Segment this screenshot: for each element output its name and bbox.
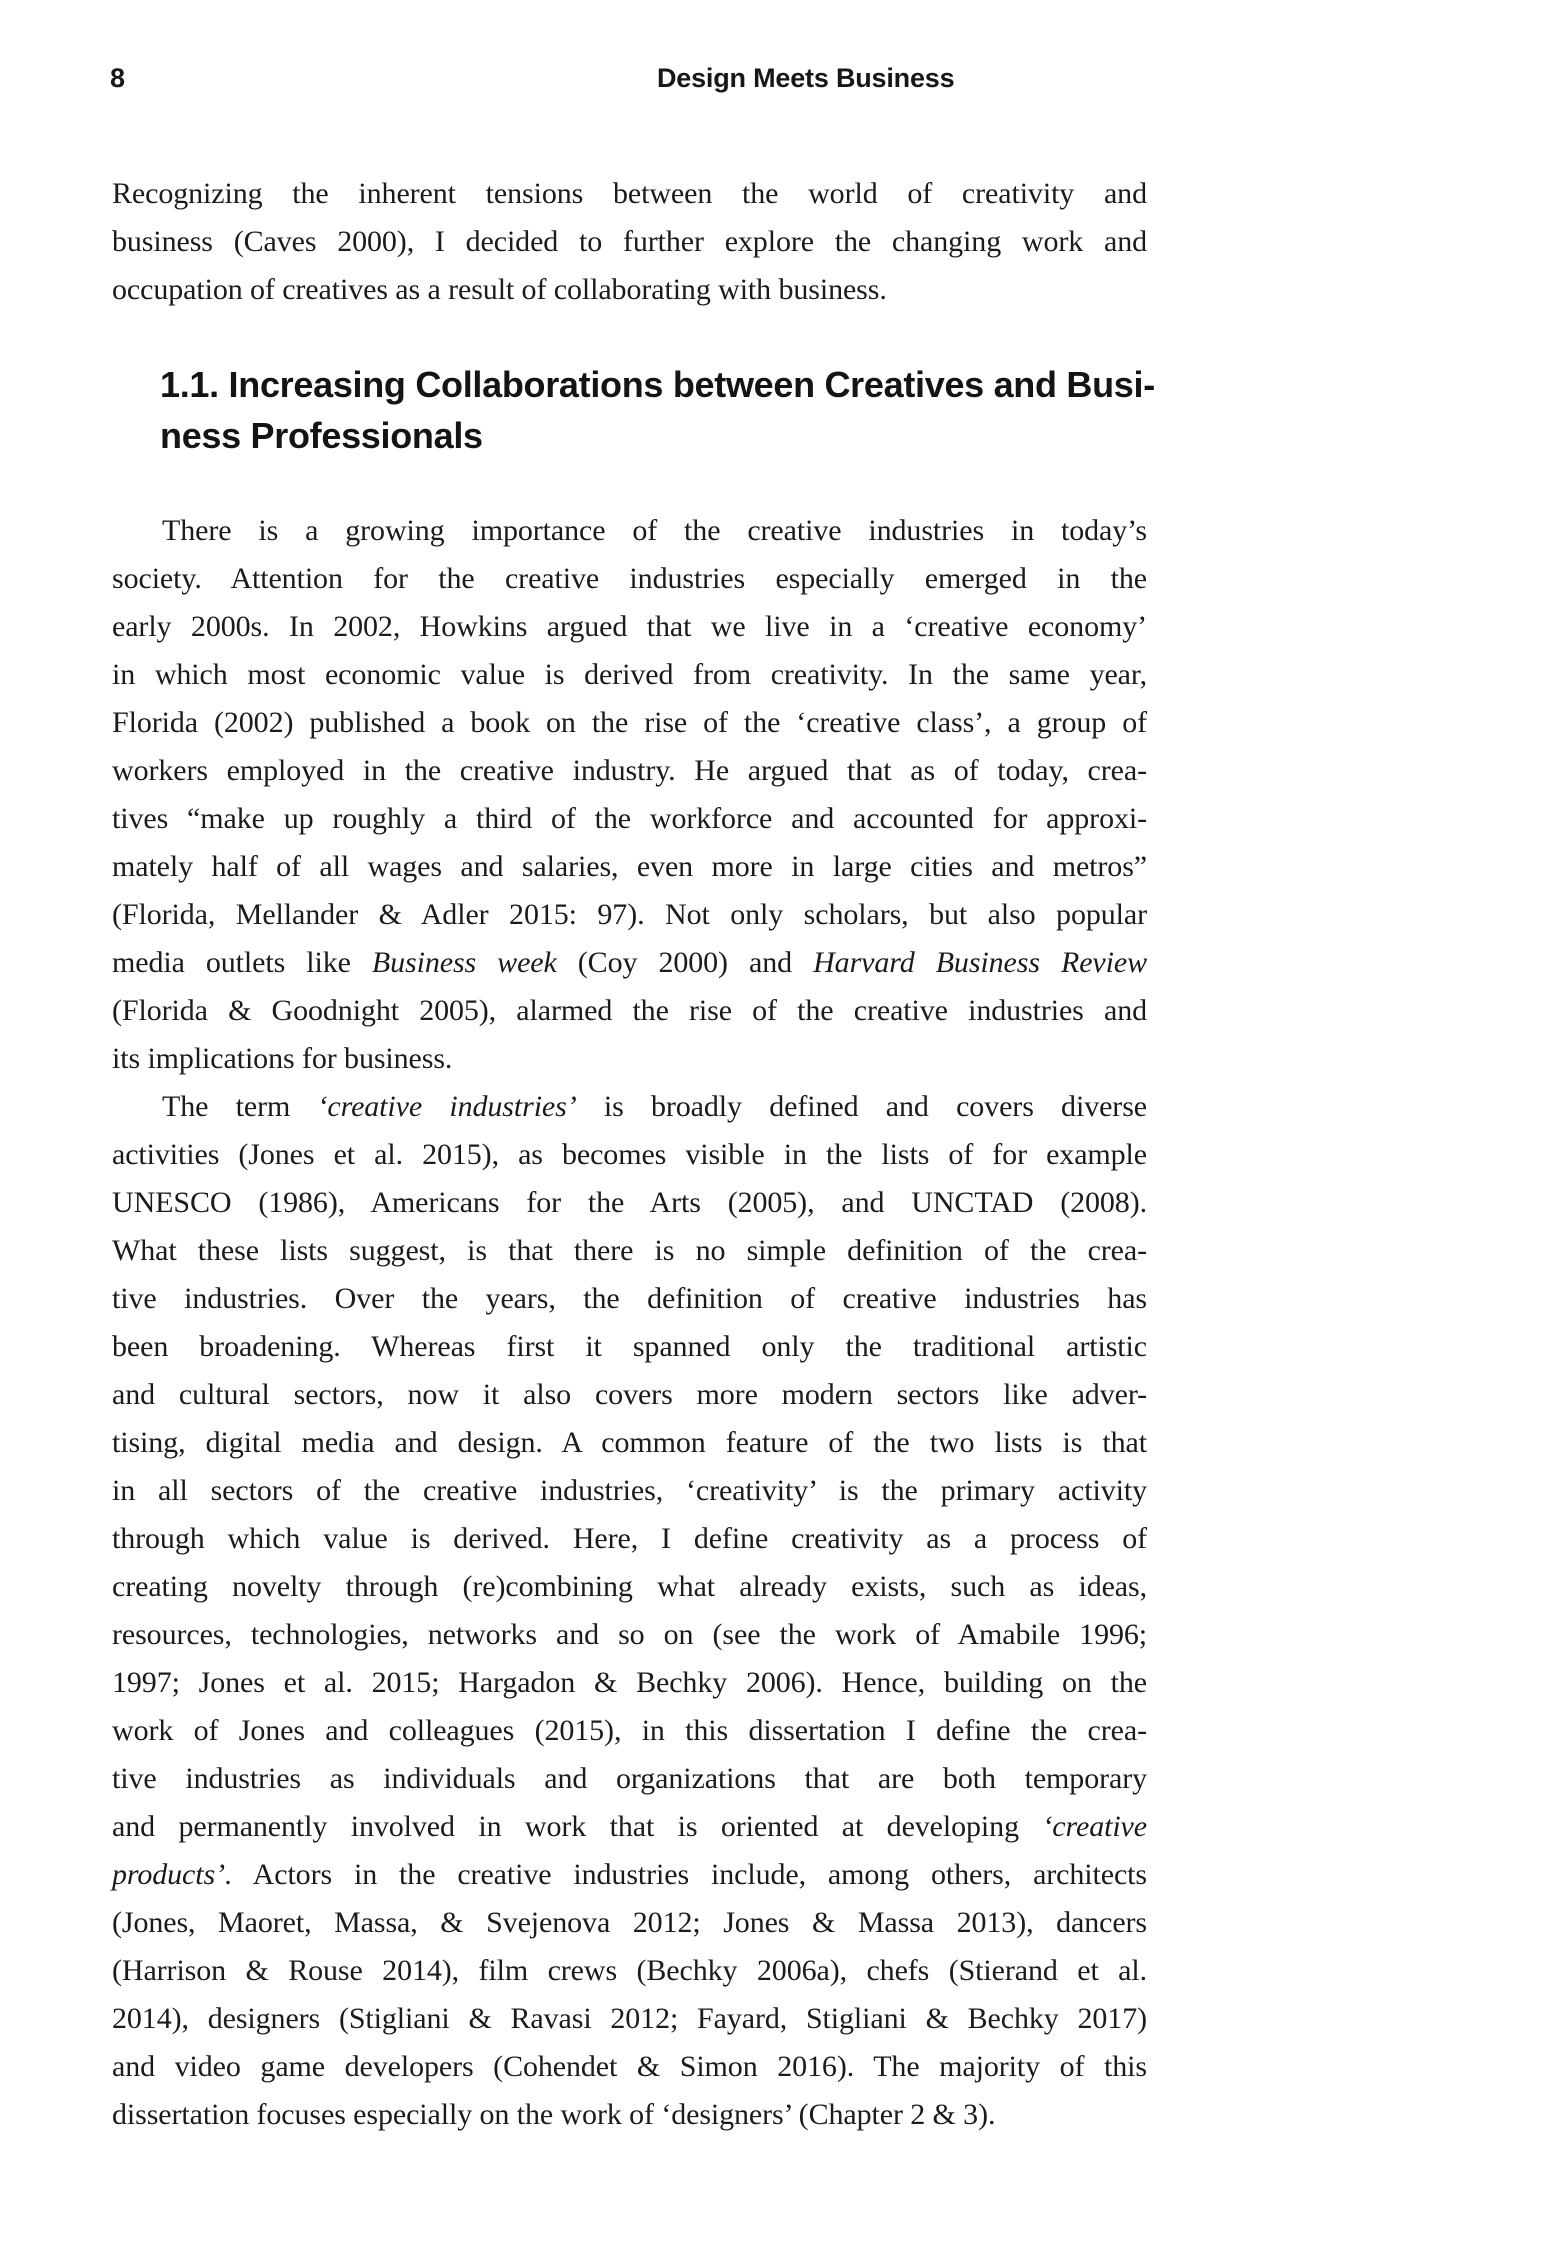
text-line: (Harrison & Rouse 2014), film crews (Bechky 2006a), chefs (Stierand et al. — [112, 1954, 1147, 1987]
paragraph-growing-importance — [112, 507, 1147, 1083]
text-line: been broadening. Whereas first it spanned only the traditional artistic — [112, 1330, 1147, 1363]
text-line: 2014), designers (Stigliani & Ravasi 2012; Fayard, Stigliani & Bechky 2017) — [112, 2002, 1147, 2035]
text-line: and cultural sectors, now it also covers more modern sectors like adver- — [112, 1378, 1147, 1411]
text-line: tives “make up roughly a third of the workforce and accounted for approxi- — [112, 802, 1147, 835]
text-line: 1.1. Increasing Collaborations between Creatives and Busi- — [160, 364, 1155, 405]
text-line: in all sectors of the creative industries, ‘creativity’ is the primary activity — [112, 1474, 1147, 1507]
text-line: activities (Jones et al. 2015), as becomes visible in the lists of for example — [112, 1138, 1147, 1171]
text-line: dissertation focuses especially on the work of ‘designers’ (Chapter 2 & 3). — [112, 2098, 996, 2131]
text-line: business (Caves 2000), I decided to further explore the changing work and — [112, 225, 1147, 258]
text-line: 1997; Jones et al. 2015; Hargadon & Bechky 2006). Hence, building on the — [112, 1666, 1147, 1699]
text-line: What these lists suggest, is that there is no simple definition of the crea- — [112, 1234, 1147, 1267]
text-line: ness Professionals — [160, 415, 483, 456]
text-line: UNESCO (1986), Americans for the Arts (2005), and UNCTAD (2008). — [112, 1186, 1147, 1219]
text-line: work of Jones and colleagues (2015), in this dissertation I define the crea- — [112, 1714, 1147, 1747]
text-column — [112, 170, 1155, 2139]
text-line: tive industries. Over the years, the definition of creative industries has — [112, 1282, 1147, 1315]
text-line: its implications for business. — [112, 1042, 453, 1075]
text-line: in which most economic value is derived from creativity. In the same year, — [112, 658, 1147, 691]
text-line: tising, digital media and design. A common feature of the two lists is that — [112, 1426, 1147, 1459]
text-line: (Jones, Maoret, Massa, & Svejenova 2012; Jones & Massa 2013), dancers — [112, 1906, 1147, 1939]
text-line: resources, technologies, networks and so on (see the work of Amabile 1996; — [112, 1618, 1147, 1651]
text-line: occupation of creatives as a result of collaborating with business. — [112, 273, 887, 306]
section-heading — [160, 359, 1155, 461]
text-line: through which value is derived. Here, I define creativity as a process of — [112, 1522, 1147, 1555]
text-line: mately half of all wages and salaries, even more in large cities and metros” — [112, 850, 1147, 883]
intro-paragraph — [112, 170, 1147, 314]
text-line: society. Attention for the creative industries especially emerged in the — [112, 562, 1147, 595]
text-line: workers employed in the creative industry. He argued that as of today, crea- — [112, 754, 1147, 787]
text-line: (Florida & Goodnight 2005), alarmed the rise of the creative industries and — [112, 994, 1147, 1027]
text-line: creating novelty through (re)combining what already exists, such as ideas, — [112, 1570, 1147, 1603]
paragraph-creative-industries-definition — [112, 1083, 1147, 2139]
page-number: 8 — [110, 63, 126, 93]
text-line: There is a growing importance of the creative industries in today’s — [162, 514, 1147, 547]
text-line: products’. Actors in the creative industries include, among others, architects — [112, 1858, 1147, 1891]
text-line: Recognizing the inherent tensions between the world of creativity and — [112, 177, 1147, 210]
text-line: and video game developers (Cohendet & Simon 2016). The majority of this — [112, 2050, 1147, 2083]
text-line: (Florida, Mellander & Adler 2015: 97). Not only scholars, but also popular — [112, 898, 1147, 931]
text-line: tive industries as individuals and organizations that are both temporary — [112, 1762, 1147, 1795]
text-line: Florida (2002) published a book on the rise of the ‘creative class’, a group of — [112, 706, 1147, 739]
text-line: The term ‘creative industries’ is broadly defined and covers diverse — [162, 1090, 1147, 1123]
text-line: early 2000s. In 2002, Howkins argued that we live in a ‘creative economy’ — [112, 610, 1147, 643]
text-line: media outlets like Business week (Coy 2000) and Harvard Business Review — [112, 946, 1147, 979]
text-line: and permanently involved in work that is oriented at developing ‘creative — [112, 1810, 1147, 1843]
running-header-title: Design Meets Business — [657, 63, 955, 93]
